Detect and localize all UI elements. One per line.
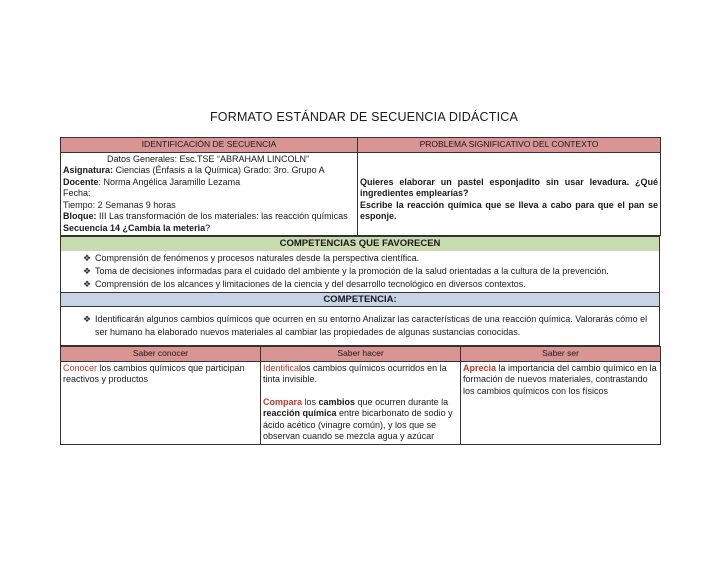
saber-ser-header: Saber ser [461, 347, 661, 362]
sequence-form [60, 137, 660, 445]
time-line: Tiempo: 2 Semanas 9 horas [63, 199, 176, 210]
problem-cell [358, 152, 661, 236]
hacer-item: Identificalos cambios químicos ocurridos en la tinta invisible. [263, 362, 447, 384]
identification-table [60, 137, 661, 236]
diamond-bullet-icon: ❖ [83, 252, 92, 263]
date-line: Fecha: [63, 188, 91, 198]
competencias-list-cell [61, 251, 660, 293]
block-line: Bloque: III Las transformación de los materiales: las reacción químicas [63, 211, 348, 221]
diamond-bullet-icon: ❖ [83, 278, 92, 289]
competencias-list [63, 252, 657, 291]
saber-conocer-header: Saber conocer [61, 347, 261, 362]
sequence-line: Secuencia 14 ¿Cambia la meteria? [63, 222, 211, 233]
teacher-line: Docente: Norma Angélica Jaramillo Lezama [63, 176, 241, 187]
competencias-table [60, 236, 660, 346]
saber-conocer-cell: Conocer los cambios químicos que participan reactivos y productos [61, 361, 261, 444]
general-data: Datos Generales: Esc.TSE “ABRAHAM LINCOLN” [107, 153, 310, 164]
subject-line: Asignatura: Ciencias (Énfasis a la Química) Grado: 3ro. Grupo A [63, 165, 325, 175]
document-title: FORMATO ESTÁNDAR DE SECUENCIA DIDÁCTICA [209, 110, 519, 124]
problem-task: Escribe la reacción química que se lleva a cabo para que el pan se esponje. [360, 199, 658, 221]
competencia-cell [61, 307, 660, 346]
saberes-table [60, 346, 661, 445]
conocer-verb: Conocer [63, 362, 98, 373]
competencia-title: COMPETENCIA: [61, 292, 660, 307]
saber-hacer-header: Saber hacer [261, 347, 461, 362]
hacer-item: Compara los cambios que ocurren durante la reacción química entre bicarbonato de sodio y ácido acético (vinagre común), y los que se observan cuando se mezcla agua y azúcar [263, 396, 453, 441]
identification-header: IDENTIFICACIÓN DE SECUENCIA [61, 138, 358, 153]
competencias-title: COMPETENCIAS QUE FAVORECEN [61, 237, 660, 251]
list-item: ❖ Identificarán algunos cambios químicos que ocurren en su entorno Analizar las características de una reacción química. Valorarás cómo el ser humano ha elaborado nuevos materiales al cambiar las propiedades de algunas sustancias conocidas. [83, 314, 648, 337]
problem-question: Quieres elaborar un pastel esponjadito sin usar levadura. ¿Qué ingredientes emplearías? [360, 176, 658, 198]
list-item: ❖ Toma de decisiones informadas para el cuidado del ambiente y la promoción de la salud orientadas a la cultura de la prevención. [83, 265, 609, 276]
saber-hacer-cell [261, 361, 461, 444]
competencia-list [63, 313, 657, 339]
problem-header: PROBLEMA SIGNIFICATIVO DEL CONTEXTO [358, 138, 661, 153]
ser-verb: Aprecia [463, 362, 497, 373]
diamond-bullet-icon: ❖ [83, 265, 92, 276]
diamond-bullet-icon: ❖ [83, 314, 92, 324]
saber-ser-cell: Aprecia la importancia del cambio químico en la formación de nuevos materiales, contrastando los cambios químicos con los físicos [461, 361, 661, 444]
list-item: ❖ Comprensión de los alcances y limitaciones de la ciencia y del desarrollo tecnológico en diversos contextos. [83, 278, 526, 289]
identification-cell [61, 152, 358, 236]
list-item: ❖ Comprensión de fenómenos y procesos naturales desde la perspectiva científica. [83, 252, 420, 263]
